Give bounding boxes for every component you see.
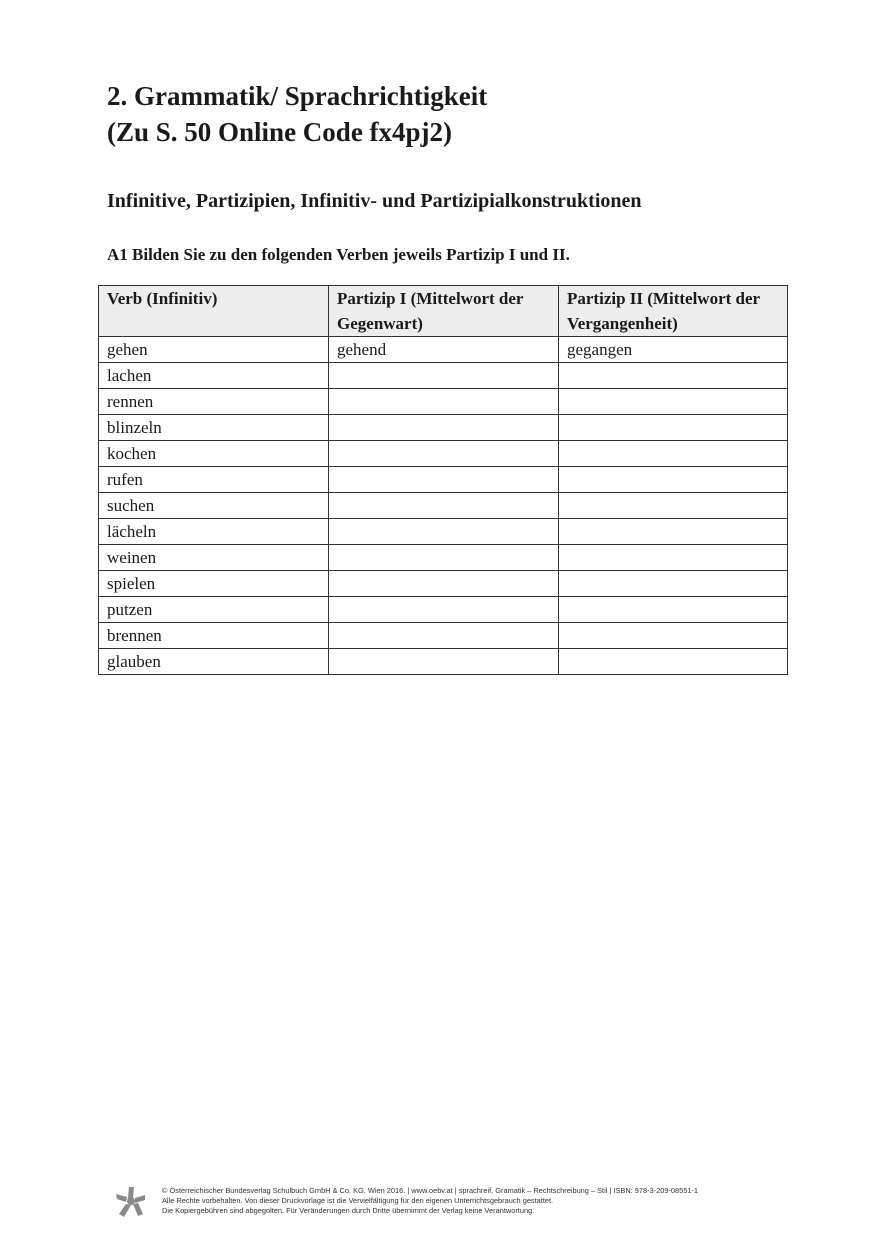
page-footer (116, 1186, 698, 1218)
verb-cell: rennen (99, 389, 329, 415)
partizip-2-cell[interactable] (559, 467, 788, 493)
header-partizip-2: Partizip II (Mittelwort der Vergangenheit) (559, 286, 788, 337)
partizip-1-cell[interactable] (329, 441, 559, 467)
verb-cell: weinen (99, 545, 329, 571)
table-row (99, 441, 788, 467)
partizip-1-cell[interactable] (329, 545, 559, 571)
partizip-2-cell[interactable] (559, 623, 788, 649)
partizip-1-cell[interactable] (329, 649, 559, 675)
partizip-2-cell[interactable] (559, 545, 788, 571)
partizip-2-cell[interactable] (559, 415, 788, 441)
verb-cell: rufen (99, 467, 329, 493)
partizip-2-cell[interactable] (559, 649, 788, 675)
partizip-2-cell[interactable]: gegangen (559, 337, 788, 363)
verb-cell: gehen (99, 337, 329, 363)
table-row (99, 389, 788, 415)
participle-table (98, 285, 788, 675)
verb-cell: putzen (99, 597, 329, 623)
footer-line-1: © Österreichischer Bundesverlag Schulbuch GmbH & Co. KG, Wien 2016. | www.oebv.at | sprachreif, Gramatik – Rechtschreibung – Stil | ISBN: 978-3-209-08551-1 (162, 1186, 699, 1195)
table-row (99, 415, 788, 441)
partizip-2-cell[interactable] (559, 363, 788, 389)
table-header-row (99, 286, 788, 337)
header-partizip-1: Partizip I (Mittelwort der Gegenwart) (329, 286, 559, 337)
verb-cell: kochen (99, 441, 329, 467)
table-row (99, 519, 788, 545)
title-line-2: (Zu S. 50 Online Code fx4pj2) (107, 117, 453, 147)
table-row (99, 623, 788, 649)
partizip-1-cell[interactable] (329, 597, 559, 623)
partizip-2-cell[interactable] (559, 441, 788, 467)
partizip-1-cell[interactable] (329, 389, 559, 415)
table-row (99, 571, 788, 597)
task-instruction: A1 Bilden Sie zu den folgenden Verben jeweils Partizip I und II. (107, 245, 570, 264)
partizip-1-cell[interactable] (329, 571, 559, 597)
table-row (99, 649, 788, 675)
footer-line-3: Die Kopiergebühren sind abgegolten. Für Veränderungen durch Dritte übernimmt der Verlag keine Verantwortung. (162, 1206, 535, 1215)
table-row (99, 363, 788, 389)
table-row (99, 337, 788, 363)
header-verb: Verb (Infinitiv) (99, 286, 329, 337)
verb-cell: blinzeln (99, 415, 329, 441)
table-row (99, 467, 788, 493)
partizip-1-cell[interactable] (329, 415, 559, 441)
partizip-2-cell[interactable] (559, 571, 788, 597)
partizip-2-cell[interactable] (559, 597, 788, 623)
partizip-2-cell[interactable] (559, 389, 788, 415)
partizip-2-cell[interactable] (559, 493, 788, 519)
verb-cell: suchen (99, 493, 329, 519)
verb-cell: lächeln (99, 519, 329, 545)
partizip-2-cell[interactable] (559, 519, 788, 545)
table-row (99, 493, 788, 519)
copyright-notice (162, 1186, 698, 1216)
section-subtitle: Infinitive, Partizipien, Infinitiv- und Partizipialkonstruktionen (107, 190, 642, 212)
oebv-logo-icon (116, 1186, 146, 1218)
partizip-1-cell[interactable] (329, 467, 559, 493)
verb-cell: brennen (99, 623, 329, 649)
verb-cell: spielen (99, 571, 329, 597)
verb-cell: glauben (99, 649, 329, 675)
table-row (99, 597, 788, 623)
title-line-1: 2. Grammatik/ Sprachrichtigkeit (107, 81, 488, 111)
partizip-1-cell[interactable]: gehend (329, 337, 559, 363)
table-row (99, 545, 788, 571)
verb-cell: lachen (99, 363, 329, 389)
partizip-1-cell[interactable] (329, 519, 559, 545)
partizip-1-cell[interactable] (329, 363, 559, 389)
page-title (107, 78, 487, 150)
partizip-1-cell[interactable] (329, 493, 559, 519)
footer-line-2: Alle Rechte vorbehalten. Von dieser Druckvorlage ist die Vervielfältigung für den eigenen Unterrichtsgebrauch gestattet. (162, 1196, 554, 1205)
partizip-1-cell[interactable] (329, 623, 559, 649)
